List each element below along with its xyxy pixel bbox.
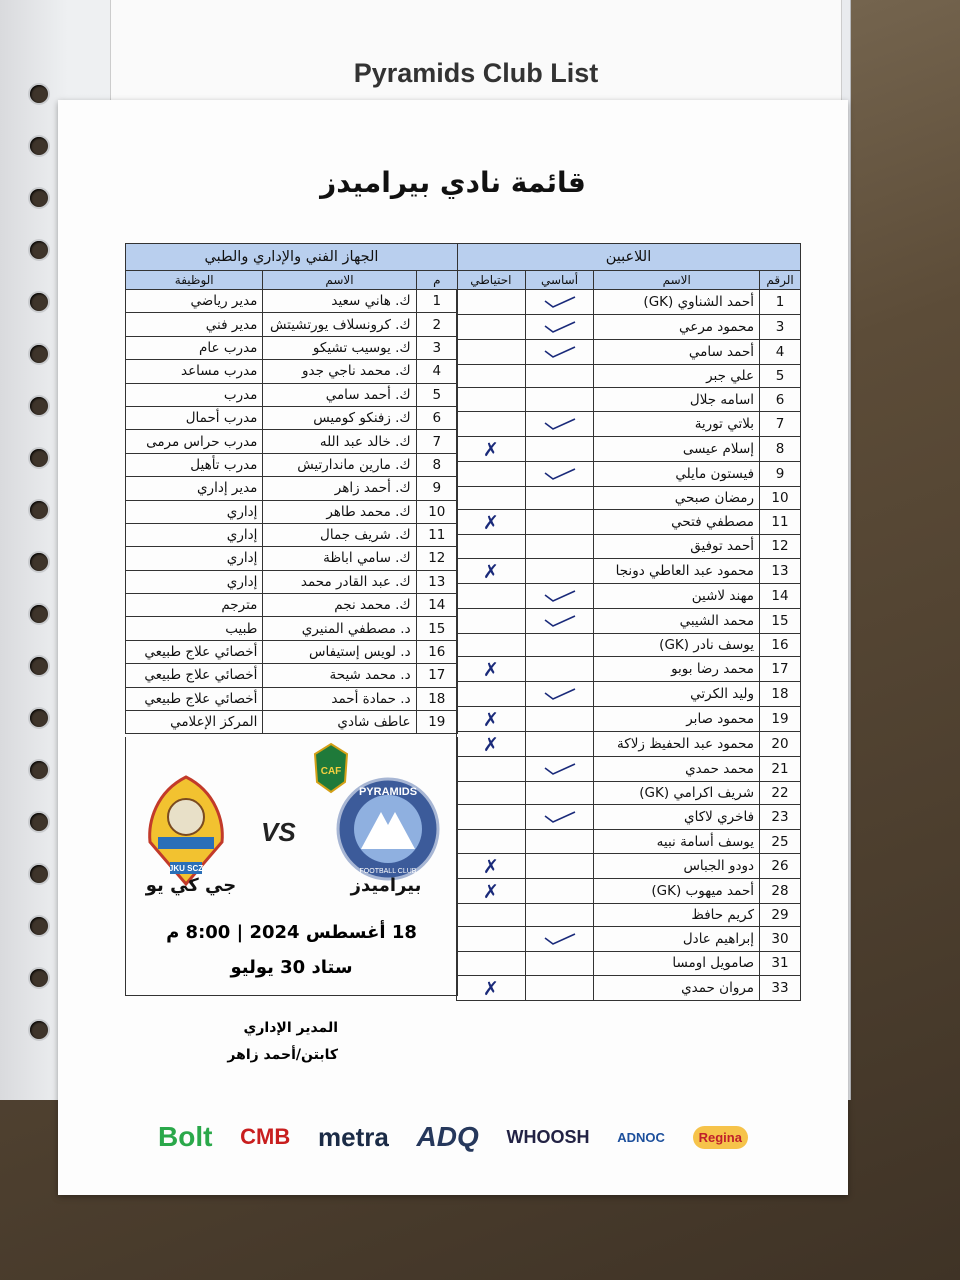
punch-hole <box>30 189 48 207</box>
player-name: وليد الكرتي <box>594 681 760 706</box>
signature-title: المدير الإداري <box>243 1020 338 1036</box>
table-row <box>126 360 458 383</box>
table-row <box>126 477 458 500</box>
sub-cell <box>457 830 526 853</box>
staff-name: د. حمادة أحمد <box>263 687 416 710</box>
table-row <box>457 830 801 853</box>
player-name: إبراهيم عادل <box>594 927 760 952</box>
staff-name: ك. أحمد سامي <box>263 383 416 406</box>
x-mark-icon: ✗ <box>482 855 499 878</box>
back-sheet <box>110 0 842 111</box>
table-row <box>126 547 458 570</box>
staff-role: إداري <box>126 523 263 546</box>
home-team-name: بيراميدز <box>350 875 422 896</box>
player-number: 8 <box>760 436 801 461</box>
player-name: محمود صابر <box>594 706 760 731</box>
table-row <box>126 406 458 429</box>
check-mark-icon <box>543 932 577 946</box>
table-row <box>126 664 458 687</box>
player-number: 18 <box>760 681 801 706</box>
staff-role: أخصائي علاج طبيعي <box>126 664 263 687</box>
starter-cell <box>525 486 594 509</box>
player-number: 12 <box>760 535 801 558</box>
sponsor-adnoc: ADNOC <box>617 1129 665 1145</box>
pyramids-logo-sub: FOOTBALL CLUB <box>359 868 417 875</box>
starter-cell <box>525 461 594 486</box>
player-number: 22 <box>760 781 801 804</box>
player-name: أحمد الشناوي (GK) <box>594 290 760 315</box>
staff-number: 19 <box>416 711 457 734</box>
player-name: أحمد سامي <box>594 340 760 365</box>
table-row <box>457 340 801 365</box>
staff-name: ك. محمد نجم <box>263 594 416 617</box>
col-sub: احتياطي <box>457 271 526 290</box>
sub-cell <box>457 436 526 461</box>
table-row <box>126 711 458 734</box>
table-row <box>457 608 801 633</box>
player-number: 5 <box>760 365 801 388</box>
staff-role: إداري <box>126 570 263 593</box>
sub-cell <box>457 340 526 365</box>
table-row <box>457 756 801 781</box>
table-row <box>457 805 801 830</box>
staff-role: أخصائي علاج طبيعي <box>126 687 263 710</box>
player-number: 25 <box>760 830 801 853</box>
player-name: محمد رضا بوبو <box>594 656 760 681</box>
player-name: محمد الشيبي <box>594 608 760 633</box>
table-row <box>457 633 801 656</box>
player-number: 31 <box>760 952 801 975</box>
player-name: إسلام عيسى <box>594 436 760 461</box>
punch-hole <box>30 553 48 571</box>
sub-cell <box>457 486 526 509</box>
player-number: 15 <box>760 608 801 633</box>
x-mark-icon: ✗ <box>482 880 499 903</box>
player-number: 6 <box>760 388 801 411</box>
punch-hole <box>30 345 48 363</box>
staff-table-header: الجهاز الفني والإداري والطبي <box>126 244 458 271</box>
table-row <box>457 388 801 411</box>
staff-role: مدير إداري <box>126 477 263 500</box>
starter-cell <box>525 830 594 853</box>
sub-cell <box>457 927 526 952</box>
staff-name: ك. شريف جمال <box>263 523 416 546</box>
staff-table <box>125 243 458 734</box>
table-row <box>457 681 801 706</box>
staff-number: 10 <box>416 500 457 523</box>
table-row <box>457 535 801 558</box>
jku-logo <box>136 772 236 892</box>
table-row <box>126 336 458 359</box>
punch-hole <box>30 137 48 155</box>
match-stadium: ستاد 30 يوليو <box>230 957 353 978</box>
page-title: قائمة نادي بيراميدز <box>320 166 586 199</box>
caf-logo-text: CAF <box>320 766 342 777</box>
punch-hole <box>30 917 48 935</box>
col-name: الاسم <box>594 271 760 290</box>
staff-name: ك. أحمد زاهر <box>263 477 416 500</box>
starter-cell <box>525 731 594 756</box>
col-staff-role: الوظيفة <box>126 271 263 290</box>
pyramids-logo <box>331 777 446 882</box>
table-row <box>457 315 801 340</box>
staff-name: ك. عبد القادر محمد <box>263 570 416 593</box>
staff-number: 2 <box>416 313 457 336</box>
staff-number: 5 <box>416 383 457 406</box>
player-name: أحمد توفيق <box>594 535 760 558</box>
table-row <box>126 687 458 710</box>
starter-cell <box>525 853 594 878</box>
player-name: يوسف أسامة نبيه <box>594 830 760 853</box>
staff-name: ك. محمد ناجي جدو <box>263 360 416 383</box>
table-row <box>457 878 801 903</box>
staff-name: ك. زفنكو كوميس <box>263 406 416 429</box>
staff-role: مدرب حراس مرمى <box>126 430 263 453</box>
starter-cell <box>525 436 594 461</box>
sub-cell <box>457 656 526 681</box>
table-row <box>457 290 801 315</box>
sub-cell <box>457 878 526 903</box>
sub-cell <box>457 510 526 535</box>
staff-number: 8 <box>416 453 457 476</box>
starter-cell <box>525 975 594 1000</box>
player-number: 16 <box>760 633 801 656</box>
staff-name: ك. يوسيب تشيكو <box>263 336 416 359</box>
player-number: 14 <box>760 583 801 608</box>
x-mark-icon: ✗ <box>482 438 499 461</box>
starter-cell <box>525 315 594 340</box>
table-row <box>126 523 458 546</box>
player-name: دودو الجباس <box>594 853 760 878</box>
staff-name: د. محمد شيحة <box>263 664 416 687</box>
staff-number: 7 <box>416 430 457 453</box>
table-row <box>126 500 458 523</box>
player-name: فاخري لاكاي <box>594 805 760 830</box>
sub-cell <box>457 608 526 633</box>
staff-role: مدير رياضي <box>126 290 263 313</box>
player-number: 20 <box>760 731 801 756</box>
starter-cell <box>525 656 594 681</box>
sub-cell <box>457 315 526 340</box>
vs-label: VS <box>261 817 296 847</box>
sub-cell <box>457 853 526 878</box>
punch-hole <box>30 241 48 259</box>
sub-cell <box>457 411 526 436</box>
check-mark-icon <box>543 687 577 701</box>
table-row <box>457 903 801 926</box>
punch-hole <box>30 293 48 311</box>
player-name: محمود عبد العاطي دونجا <box>594 558 760 583</box>
staff-number: 11 <box>416 523 457 546</box>
check-mark-icon <box>543 417 577 431</box>
col-staff-name: الاسم <box>263 271 416 290</box>
staff-number: 14 <box>416 594 457 617</box>
sub-cell <box>457 952 526 975</box>
player-number: 7 <box>760 411 801 436</box>
punch-hole <box>30 709 48 727</box>
table-row <box>457 461 801 486</box>
table-row <box>457 656 801 681</box>
punch-hole <box>30 813 48 831</box>
table-row <box>126 617 458 640</box>
staff-name: ك. هاني سعيد <box>263 290 416 313</box>
player-number: 3 <box>760 315 801 340</box>
col-num: الرقم <box>760 271 801 290</box>
table-row <box>457 486 801 509</box>
pyramids-logo-text: PYRAMIDS <box>358 786 418 798</box>
table-row <box>126 290 458 313</box>
x-mark-icon: ✗ <box>482 560 499 583</box>
sub-cell <box>457 583 526 608</box>
x-mark-icon: ✗ <box>482 708 499 731</box>
player-number: 21 <box>760 756 801 781</box>
player-name: علي جبر <box>594 365 760 388</box>
staff-name: ك. مارين ماندارتيش <box>263 453 416 476</box>
player-name: محمود عبد الحفيظ زلاكة <box>594 731 760 756</box>
table-row <box>126 313 458 336</box>
sponsor-metra: metra <box>317 1121 389 1152</box>
sponsor-whoosh: WHOOSH <box>506 1126 590 1147</box>
staff-name: ك. محمد طاهر <box>263 500 416 523</box>
starter-cell <box>525 903 594 926</box>
starter-cell <box>525 927 594 952</box>
player-name: مهند لاشين <box>594 583 760 608</box>
table-row <box>126 383 458 406</box>
back-sheet-title: Pyramids Club List <box>353 58 599 88</box>
table-row <box>457 558 801 583</box>
sponsor-cmb: CMB <box>240 1124 291 1149</box>
players-table-header: اللاعبين <box>457 244 801 271</box>
player-name: مصطفي فتحي <box>594 510 760 535</box>
table-row <box>126 594 458 617</box>
player-number: 33 <box>760 975 801 1000</box>
staff-number: 13 <box>416 570 457 593</box>
player-number: 11 <box>760 510 801 535</box>
match-datetime: 18 أغسطس 2024 | 8:00 م <box>166 922 417 943</box>
col-staff-num: م <box>416 271 457 290</box>
starter-cell <box>525 558 594 583</box>
starter-cell <box>525 365 594 388</box>
starter-cell <box>525 878 594 903</box>
player-number: 23 <box>760 805 801 830</box>
table-row <box>457 365 801 388</box>
starter-cell <box>525 608 594 633</box>
starter-cell <box>525 781 594 804</box>
staff-name: ك. كرونسلاف يورتشيتش <box>263 313 416 336</box>
starter-cell <box>525 805 594 830</box>
table-row <box>457 853 801 878</box>
sub-cell <box>457 461 526 486</box>
table-row <box>457 510 801 535</box>
starter-cell <box>525 535 594 558</box>
punch-hole <box>30 969 48 987</box>
staff-role: المركز الإعلامي <box>126 711 263 734</box>
staff-number: 12 <box>416 547 457 570</box>
sub-cell <box>457 756 526 781</box>
starter-cell <box>525 510 594 535</box>
player-name: رمضان صبحي <box>594 486 760 509</box>
staff-role: مدير فني <box>126 313 263 336</box>
player-number: 19 <box>760 706 801 731</box>
table-row <box>457 731 801 756</box>
staff-number: 17 <box>416 664 457 687</box>
table-row <box>457 706 801 731</box>
player-number: 9 <box>760 461 801 486</box>
staff-role: مدرب عام <box>126 336 263 359</box>
player-name: أحمد ميهوب (GK) <box>594 878 760 903</box>
table-row <box>457 781 801 804</box>
table-row <box>126 640 458 663</box>
punch-hole <box>30 501 48 519</box>
sub-cell <box>457 975 526 1000</box>
staff-role: مدرب أحمال <box>126 406 263 429</box>
starter-cell <box>525 952 594 975</box>
sub-cell <box>457 903 526 926</box>
player-name: بلاتي تورية <box>594 411 760 436</box>
player-name: محمود مرعي <box>594 315 760 340</box>
player-name: اسامه جلال <box>594 388 760 411</box>
player-number: 10 <box>760 486 801 509</box>
staff-number: 9 <box>416 477 457 500</box>
table-row <box>457 411 801 436</box>
table-row <box>126 453 458 476</box>
staff-name: ك. سامي اباظة <box>263 547 416 570</box>
staff-role: مدرب تأهيل <box>126 453 263 476</box>
sub-cell <box>457 681 526 706</box>
sub-cell <box>457 388 526 411</box>
x-mark-icon: ✗ <box>482 512 499 535</box>
player-name: يوسف نادر (GK) <box>594 633 760 656</box>
starter-cell <box>525 290 594 315</box>
player-number: 17 <box>760 656 801 681</box>
check-mark-icon <box>543 810 577 824</box>
player-name: كريم حافظ <box>594 903 760 926</box>
staff-name: د. مصطفي المنيري <box>263 617 416 640</box>
player-name: شريف اكرامي (GK) <box>594 781 760 804</box>
sponsor-adq: ADQ <box>416 1121 479 1152</box>
x-mark-icon: ✗ <box>482 733 499 756</box>
sub-cell <box>457 805 526 830</box>
staff-name: عاطف شادي <box>263 711 416 734</box>
sponsor-bolt: Bolt <box>158 1121 213 1152</box>
staff-number: 3 <box>416 336 457 359</box>
punch-hole <box>30 761 48 779</box>
starter-cell <box>525 583 594 608</box>
check-mark-icon <box>543 320 577 334</box>
jku-logo-text: JKU SCZ <box>168 864 204 873</box>
player-number: 26 <box>760 853 801 878</box>
sub-cell <box>457 365 526 388</box>
punch-holes <box>30 0 50 1100</box>
punch-hole <box>30 865 48 883</box>
sub-cell <box>457 706 526 731</box>
player-number: 29 <box>760 903 801 926</box>
staff-role: إداري <box>126 547 263 570</box>
staff-role: مدرب <box>126 383 263 406</box>
sub-cell <box>457 731 526 756</box>
table-row <box>126 430 458 453</box>
staff-number: 15 <box>416 617 457 640</box>
player-number: 30 <box>760 927 801 952</box>
player-number: 1 <box>760 290 801 315</box>
punch-hole <box>30 657 48 675</box>
check-mark-icon <box>543 589 577 603</box>
check-mark-icon <box>543 467 577 481</box>
staff-name: د. لويس إستيفاس <box>263 640 416 663</box>
starter-cell <box>525 388 594 411</box>
match-info-box <box>125 737 458 996</box>
sub-cell <box>457 633 526 656</box>
starter-cell <box>525 681 594 706</box>
team-sheet <box>58 100 848 1195</box>
staff-number: 16 <box>416 640 457 663</box>
sub-cell <box>457 558 526 583</box>
staff-number: 6 <box>416 406 457 429</box>
staff-number: 4 <box>416 360 457 383</box>
starter-cell <box>525 756 594 781</box>
punch-hole <box>30 85 48 103</box>
table-row <box>457 436 801 461</box>
player-name: فيستون مايلي <box>594 461 760 486</box>
player-name: محمد حمدي <box>594 756 760 781</box>
table-row <box>457 952 801 975</box>
player-number: 4 <box>760 340 801 365</box>
player-number: 28 <box>760 878 801 903</box>
staff-name: ك. خالد عبد الله <box>263 430 416 453</box>
check-mark-icon <box>543 762 577 776</box>
player-number: 13 <box>760 558 801 583</box>
staff-role: مدرب مساعد <box>126 360 263 383</box>
staff-number: 18 <box>416 687 457 710</box>
player-name: صامويل اومسا <box>594 952 760 975</box>
sub-cell <box>457 535 526 558</box>
staff-role: طبيب <box>126 617 263 640</box>
col-starter: أساسي <box>525 271 594 290</box>
starter-cell <box>525 411 594 436</box>
staff-role: إداري <box>126 500 263 523</box>
signature-name: كابتن/أحمد زاهر <box>227 1047 338 1063</box>
x-mark-icon: ✗ <box>482 658 499 681</box>
staff-number: 1 <box>416 290 457 313</box>
punch-hole <box>30 449 48 467</box>
check-mark-icon <box>543 345 577 359</box>
sponsor-strip <box>158 1112 748 1162</box>
away-team-name: جي كي يو <box>145 875 237 896</box>
punch-hole <box>30 605 48 623</box>
table-row <box>457 975 801 1000</box>
table-row <box>457 583 801 608</box>
staff-role: مترجم <box>126 594 263 617</box>
punch-hole <box>30 1021 48 1039</box>
starter-cell <box>525 633 594 656</box>
check-mark-icon <box>543 295 577 309</box>
punch-hole <box>30 397 48 415</box>
table-row <box>457 927 801 952</box>
player-name: مروان حمدي <box>594 975 760 1000</box>
players-table <box>456 243 801 1001</box>
starter-cell <box>525 706 594 731</box>
sponsor-regina: Regina <box>693 1126 748 1149</box>
staff-role: أخصائي علاج طبيعي <box>126 640 263 663</box>
starter-cell <box>525 340 594 365</box>
sub-cell <box>457 290 526 315</box>
table-row <box>126 570 458 593</box>
check-mark-icon <box>543 614 577 628</box>
x-mark-icon: ✗ <box>482 977 499 1000</box>
sub-cell <box>457 781 526 804</box>
